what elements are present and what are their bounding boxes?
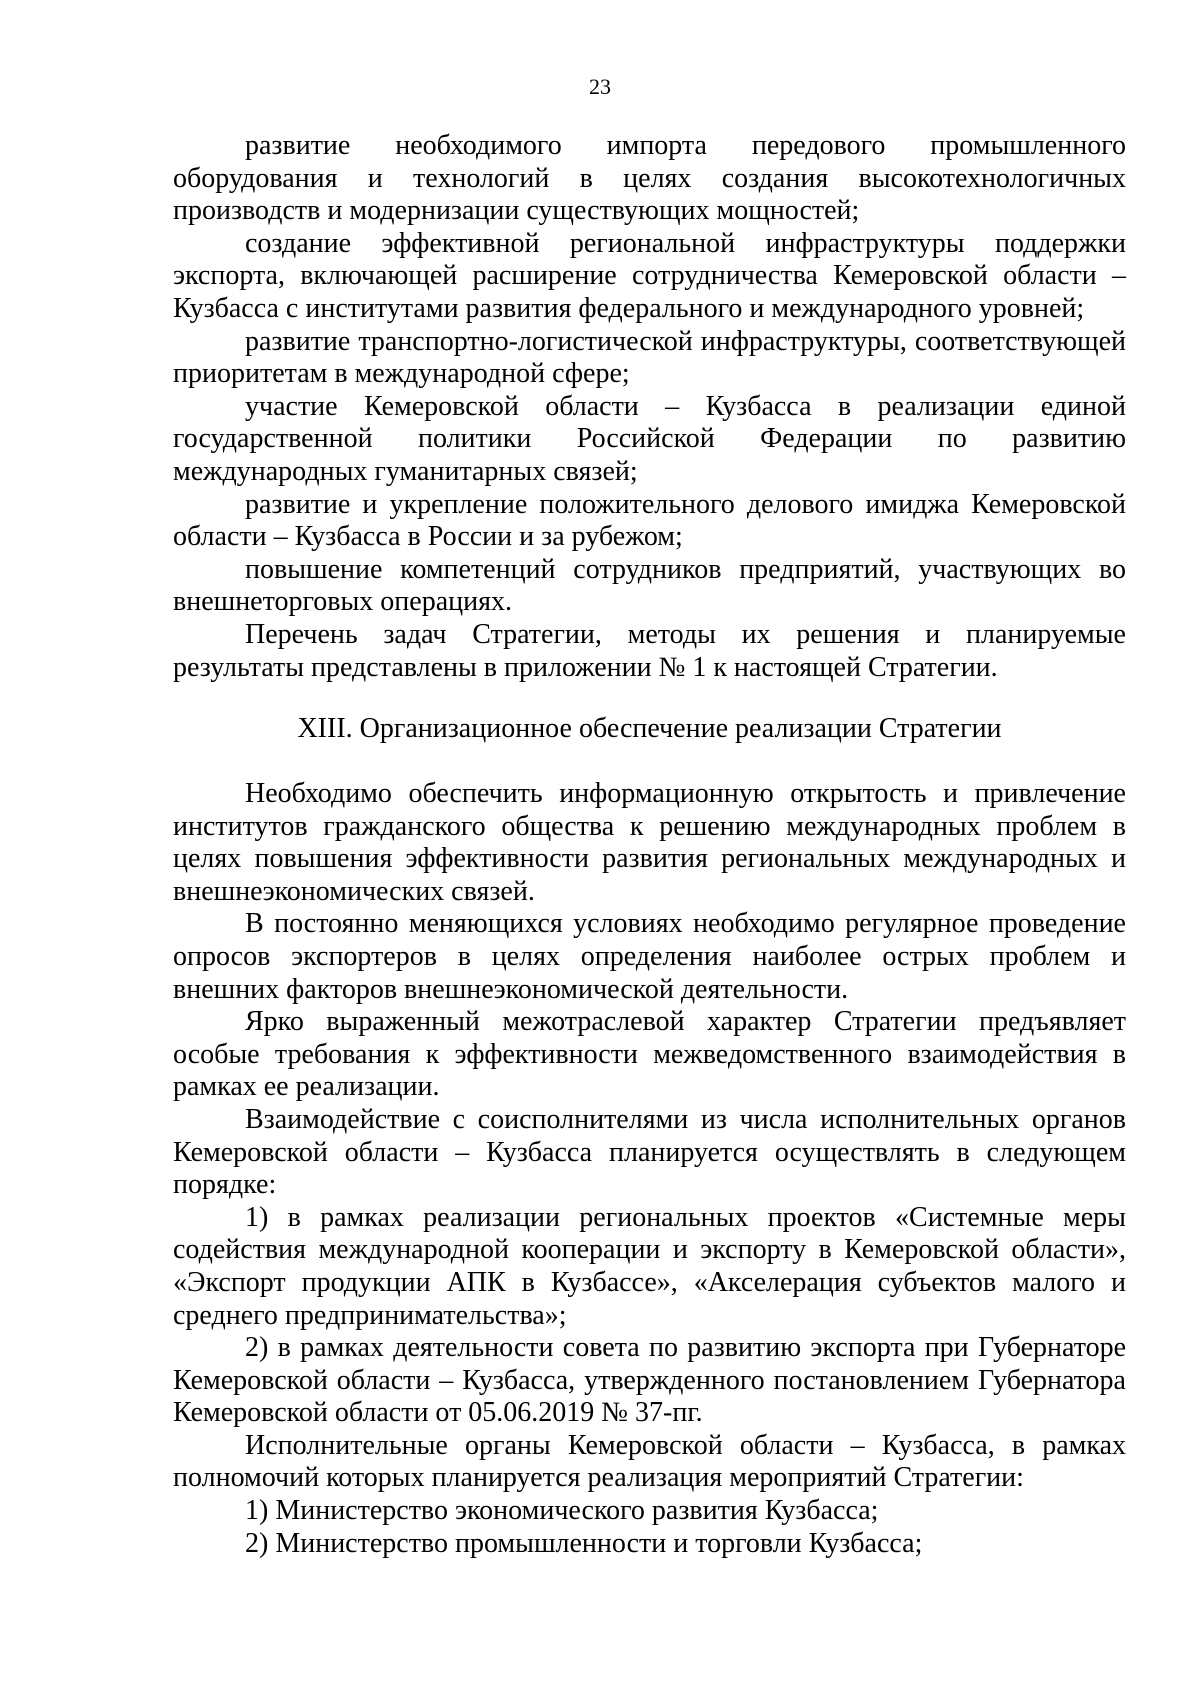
paragraph: развитие транспортно-логистической инфраструктуры, соответствующей приоритетам в международной сфере;: [173, 325, 1126, 390]
paragraph: 2) в рамках деятельности совета по развитию экспорта при Губернаторе Кемеровской области – Кузбасса, утвержденного постановлением Губернатора Кемеровской области от 05.06.2019 № 37-пг.: [173, 1332, 1126, 1429]
list-item: 2) Министерство промышленности и торговли Кузбасса;: [245, 1527, 923, 1559]
section-body: [173, 778, 1126, 1560]
paragraph: Перечень задач Стратегии, методы их решения и планируемые результаты представлены в приложении № 1 к настоящей Стратегии.: [173, 618, 1126, 683]
section-heading-container: [173, 713, 1126, 746]
paragraph: развитие необходимого импорта передового промышленного оборудования и технологий в целях создания высокотехнологичных производств и модернизации существующих мощностей;: [173, 130, 1126, 227]
goals-list: [173, 130, 1126, 684]
paragraph: Исполнительные органы Кемеровской области – Кузбасса, в рамках полномочий которых планируется реализация мероприятий Стратегии:: [173, 1429, 1126, 1494]
section-heading: XIII. Организационное обеспечение реализации Стратегии: [297, 713, 1002, 744]
page-number: 23: [589, 74, 611, 99]
paragraph: 1) в рамках реализации региональных проектов «Системные меры содействия международной кооперации и экспорту в Кемеровской области», «Экспорт продукции АПК в Кузбассе», «Акселерация субъектов малого и среднего предпринимательства»;: [173, 1201, 1126, 1331]
list-item: 1) Министерство экономического развития Кузбасса;: [245, 1495, 879, 1527]
paragraph: Необходимо обеспечить информационную открытость и привлечение институтов гражданского общества к решению международных проблем в целях повышения эффективности развития региональных международных и внешнеэкономических связей.: [173, 778, 1126, 907]
paragraph: В постоянно меняющихся условиях необходимо регулярное проведение опросов экспортеров в целях определения наиболее острых проблем и внешних факторов внешнеэкономической деятельности.: [173, 908, 1126, 1005]
paragraph: создание эффективной региональной инфраструктуры поддержки экспорта, включающей расширение сотрудничества Кемеровской области – Кузбасса с институтами развития федерального и международного уровней;: [173, 227, 1126, 324]
paragraph: развитие и укрепление положительного делового имиджа Кемеровской области – Кузбасса в России и за рубежом;: [173, 488, 1126, 553]
paragraph: повышение компетенций сотрудников предприятий, участвующих во внешнеторговых операциях.: [173, 553, 1126, 618]
paragraph: Ярко выраженный межотраслевой характер Стратегии предъявляет особые требования к эффективности межведомственного взаимодействия в рамках ее реализации.: [173, 1006, 1126, 1103]
paragraph: Взаимодействие с соисполнителями из числа исполнительных органов Кемеровской области – Кузбасса планируется осуществлять в следующем порядке:: [173, 1103, 1126, 1201]
paragraph: участие Кемеровской области – Кузбасса в реализации единой государственной политики Российской Федерации по развитию международных гуманитарных связей;: [173, 390, 1126, 487]
